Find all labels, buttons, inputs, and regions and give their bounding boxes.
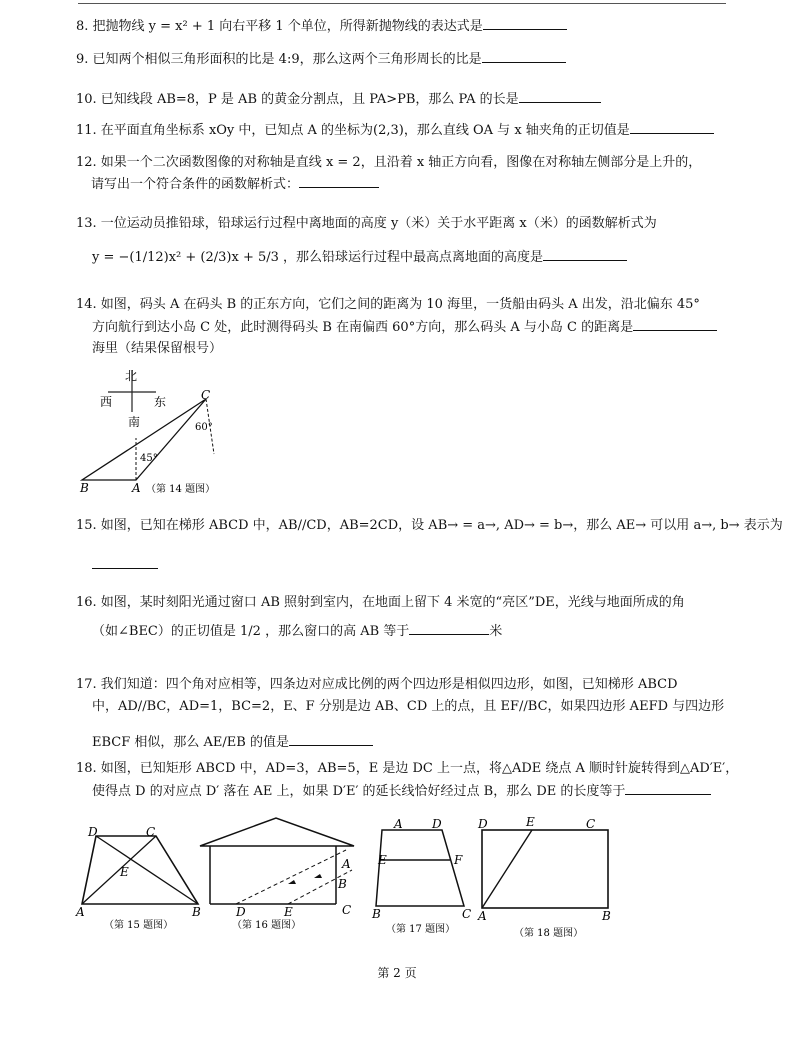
diagonal-bd — [96, 836, 198, 904]
answer-blank[interactable] — [289, 733, 373, 746]
label-west: 西 — [100, 395, 113, 409]
point-a-label: A — [132, 481, 141, 495]
point-b-label: B — [80, 481, 89, 495]
figure-15-caption: （第 15 题图） — [104, 920, 174, 931]
question-10: 10. 已知线段 AB=8，P 是 AB 的黄金分割点，且 PA>PB，那么 PA 的长是 — [76, 90, 601, 109]
trapezoid-abcd — [376, 830, 464, 906]
answer-blank[interactable] — [633, 318, 717, 331]
question-14-line3: 海里（结果保留根号） — [92, 341, 223, 356]
point-c-label: C — [342, 903, 352, 917]
answer-blank[interactable] — [482, 50, 566, 63]
answer-blank[interactable] — [409, 622, 489, 635]
question-18-line2: 使得点 D 的对应点 D′ 落在 AE 上，如果 D′E′ 的延长线恰好经过点 B，那么 DE 的长度等于 — [92, 782, 711, 801]
question-15-line2 — [92, 556, 158, 575]
point-e-label: E — [378, 853, 387, 867]
point-e-label: E — [526, 815, 535, 829]
point-a-label: A — [478, 909, 487, 923]
point-e-label: E — [284, 905, 293, 919]
question-16-line1: 16. 如图，某时刻阳光通过窗口 AB 照射到室内，在地面上留下 4 米宽的“亮区”DE，光线与地面所成的角 — [76, 595, 685, 610]
page-number: 第 2 页 — [377, 966, 417, 980]
point-a-label: A — [342, 857, 351, 871]
answer-blank[interactable] — [299, 175, 379, 188]
question-15-line1: 15. 如图，已知在梯形 ABCD 中，AB//CD，AB=2CD，设 AB→ = a→, AD→ = b→，那么 AE→ 可以用 a→, b→ 表示为 — [76, 518, 783, 533]
point-b-label: B — [338, 877, 347, 891]
question-12-line2: 请写出一个符合条件的函数解析式： — [91, 175, 379, 194]
question-9: 9. 已知两个相似三角形面积的比是 4:9，那么这两个三角形周长的比是 — [76, 50, 566, 69]
question-8: 8. 把抛物线 y = x² + 1 向右平移 1 个单位，所得新抛物线的表达式是 — [76, 17, 567, 36]
question-17-line2: 中，AD//BC，AD=1，BC=2，E、F 分别是边 AB、CD 上的点，且 EF//BC，如果四边形 AEFD 与四边形 — [92, 699, 725, 714]
question-13-line1: 13. 一位运动员推铅球，铅球运行过程中离地面的高度 y（米）关于水平距离 x（米）的函数解析式为 — [76, 216, 657, 231]
point-e-label: E — [120, 865, 129, 879]
point-b-label: B — [602, 909, 611, 923]
point-c-label: C — [201, 388, 211, 402]
figure-14-caption: （第 14 题图） — [146, 484, 216, 495]
point-c-label: C — [586, 817, 596, 831]
rectangle-abcd — [482, 830, 608, 908]
label-south: 南 — [128, 415, 141, 429]
upper-light-ray — [236, 850, 346, 904]
point-d-label: D — [432, 817, 442, 831]
figure-18 — [474, 814, 618, 944]
question-11: 11. 在平面直角坐标系 xOy 中，已知点 A 的坐标为(2,3)，那么直线 OA 与 x 轴夹角的正切值是 — [76, 121, 714, 140]
point-d-label: D — [88, 825, 98, 839]
answer-blank[interactable] — [543, 248, 627, 261]
figure-18-caption: （第 18 题图） — [514, 928, 584, 939]
question-14-line2: 方向航行到达小岛 C 处，此时测得码头 B 在南偏西 60°方向，那么码头 A 与小岛 C 的距离是 — [92, 318, 717, 337]
question-14-line1: 14. 如图，码头 A 在码头 B 的正东方向，它们之间的距离为 10 海里，一货船由码头 A 出发，沿北偏东 45° — [76, 297, 700, 312]
question-17-line3: EBCF 相似，那么 AE/EB 的值是 — [92, 733, 373, 752]
angle-45-label: 45° — [140, 453, 158, 464]
question-16-line2: （如∠BEC）的正切值是 1/2 ，那么窗口的高 AB 等于 米 — [92, 624, 503, 639]
angle-60-label: 60° — [195, 422, 213, 433]
question-12-line1: 12. 如果一个二次函数图像的对称轴是直线 x = 2，且沿着 x 轴正方向看，图像在对称轴左侧部分是上升的， — [76, 155, 702, 170]
figure-15 — [74, 822, 206, 934]
answer-blank[interactable] — [630, 121, 714, 134]
point-f-label: F — [454, 853, 463, 867]
figure-16-caption: （第 16 题图） — [232, 920, 302, 931]
point-d-label: D — [236, 905, 246, 919]
trapezoid-abcd — [82, 836, 198, 904]
answer-blank[interactable] — [625, 782, 711, 795]
figure-14 — [76, 366, 246, 498]
answer-blank[interactable] — [519, 90, 601, 103]
point-d-label: D — [478, 817, 488, 831]
answer-blank[interactable] — [92, 556, 158, 569]
label-east: 东 — [154, 395, 167, 409]
ray-arrow — [288, 880, 296, 884]
point-b-label: B — [192, 905, 201, 919]
question-13-line2: y = −(1/12)x² + (2/3)x + 5/3 ，那么铅球运行过程中最高点离地面的高度是 — [92, 248, 627, 267]
figure-16 — [196, 810, 362, 934]
point-b-label: B — [372, 907, 381, 921]
point-c-label: C — [146, 825, 156, 839]
point-a-label: A — [76, 905, 85, 919]
figure-17-caption: （第 17 题图） — [386, 924, 456, 935]
top-rule — [78, 3, 726, 4]
triangle-abc — [82, 399, 206, 480]
point-c-label: C — [462, 907, 472, 921]
roof — [200, 818, 354, 846]
figure-17 — [370, 816, 480, 938]
question-18-line1: 18. 如图，已知矩形 ABCD 中，AD=3，AB=5，E 是边 DC 上一点，将△ADE 绕点 A 顺时针旋转得到△AD′E′， — [76, 761, 739, 776]
question-17-line1: 17. 我们知道：四个角对应相等，四条边对应成比例的两个四边形是相似四边形，如图，已知梯形 ABCD — [76, 677, 678, 692]
segment-ae — [482, 830, 532, 908]
point-a-label: A — [394, 817, 403, 831]
label-north: 北 — [125, 369, 138, 383]
ray-arrow — [314, 874, 322, 878]
answer-blank[interactable] — [483, 17, 567, 30]
